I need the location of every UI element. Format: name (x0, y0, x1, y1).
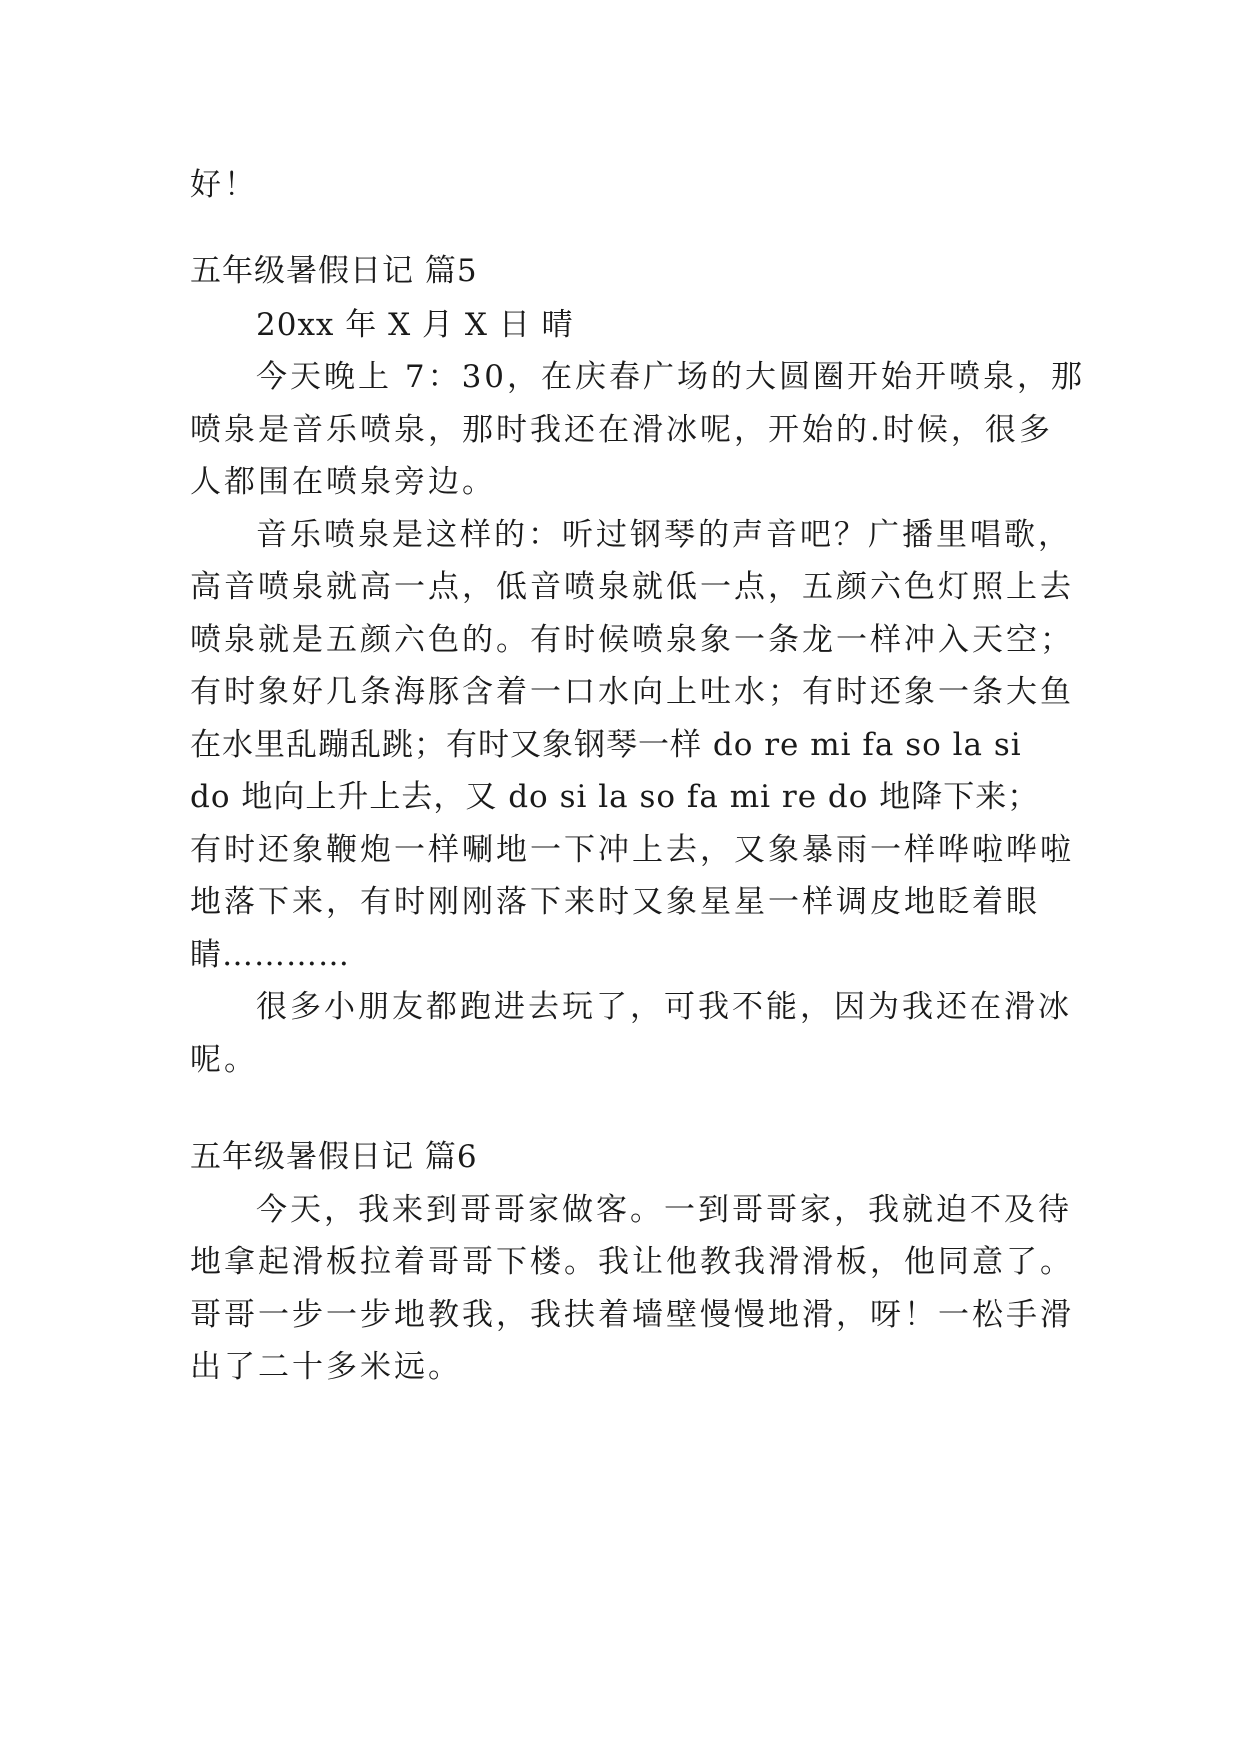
text-line: 人都围在喷泉旁边。 (190, 464, 496, 500)
text-line: 有时还象鞭炮一样唰地一下冲上去，又象暴雨一样哗啦哗啦 (190, 832, 1074, 868)
text-line: 喷泉是音乐喷泉，那时我还在滑冰呢，开始的.时候，很多 (190, 412, 1053, 448)
text-line: 喷泉就是五颜六色的。有时候喷泉象一条龙一样冲入天空； (190, 622, 1074, 658)
diary-date: 20xx 年 X 月 X 日 晴 (256, 307, 574, 343)
text-line: 今天，我来到哥哥家做客。一到哥哥家，我就迫不及待 (256, 1192, 1072, 1228)
text-line: 地拿起滑板拉着哥哥下楼。我让他教我滑滑板，他同意了。 (190, 1244, 1074, 1280)
text-line: 有时象好几条海豚含着一口水向上吐水；有时还象一条大鱼 (190, 674, 1074, 710)
text-line: 很多小朋友都跑进去玩了，可我不能，因为我还在滑冰 (256, 989, 1072, 1025)
text-line: do 地向上升上去，又 do si la so fa mi re do 地降下来； (190, 779, 1040, 815)
text-line: 好！ (190, 167, 258, 203)
text-line: 出了二十多米远。 (190, 1349, 462, 1385)
text-line: 哥哥一步一步地教我，我扶着墙壁慢慢地滑，呀！一松手滑 (190, 1297, 1074, 1333)
text-line: 音乐喷泉是这样的：听过钢琴的声音吧？广播里唱歌， (256, 517, 1072, 553)
section-heading-5: 五年级暑假日记 篇5 (190, 253, 478, 289)
text-line: 今天晚上 7：30，在庆春广场的大圆圈开始开喷泉，那 (256, 359, 1086, 395)
text-line: 在水里乱蹦乱跳；有时又象钢琴一样 do re mi fa so la si (190, 727, 1022, 763)
section-heading-6: 五年级暑假日记 篇6 (190, 1139, 478, 1175)
text-line: 地落下来，有时刚刚落下来时又象星星一样调皮地眨着眼 (190, 884, 1040, 920)
text-line: 睛………… (190, 937, 350, 973)
text-line: 呢。 (190, 1042, 258, 1078)
text-line: 高音喷泉就高一点，低音喷泉就低一点，五颜六色灯照上去 (190, 569, 1074, 605)
